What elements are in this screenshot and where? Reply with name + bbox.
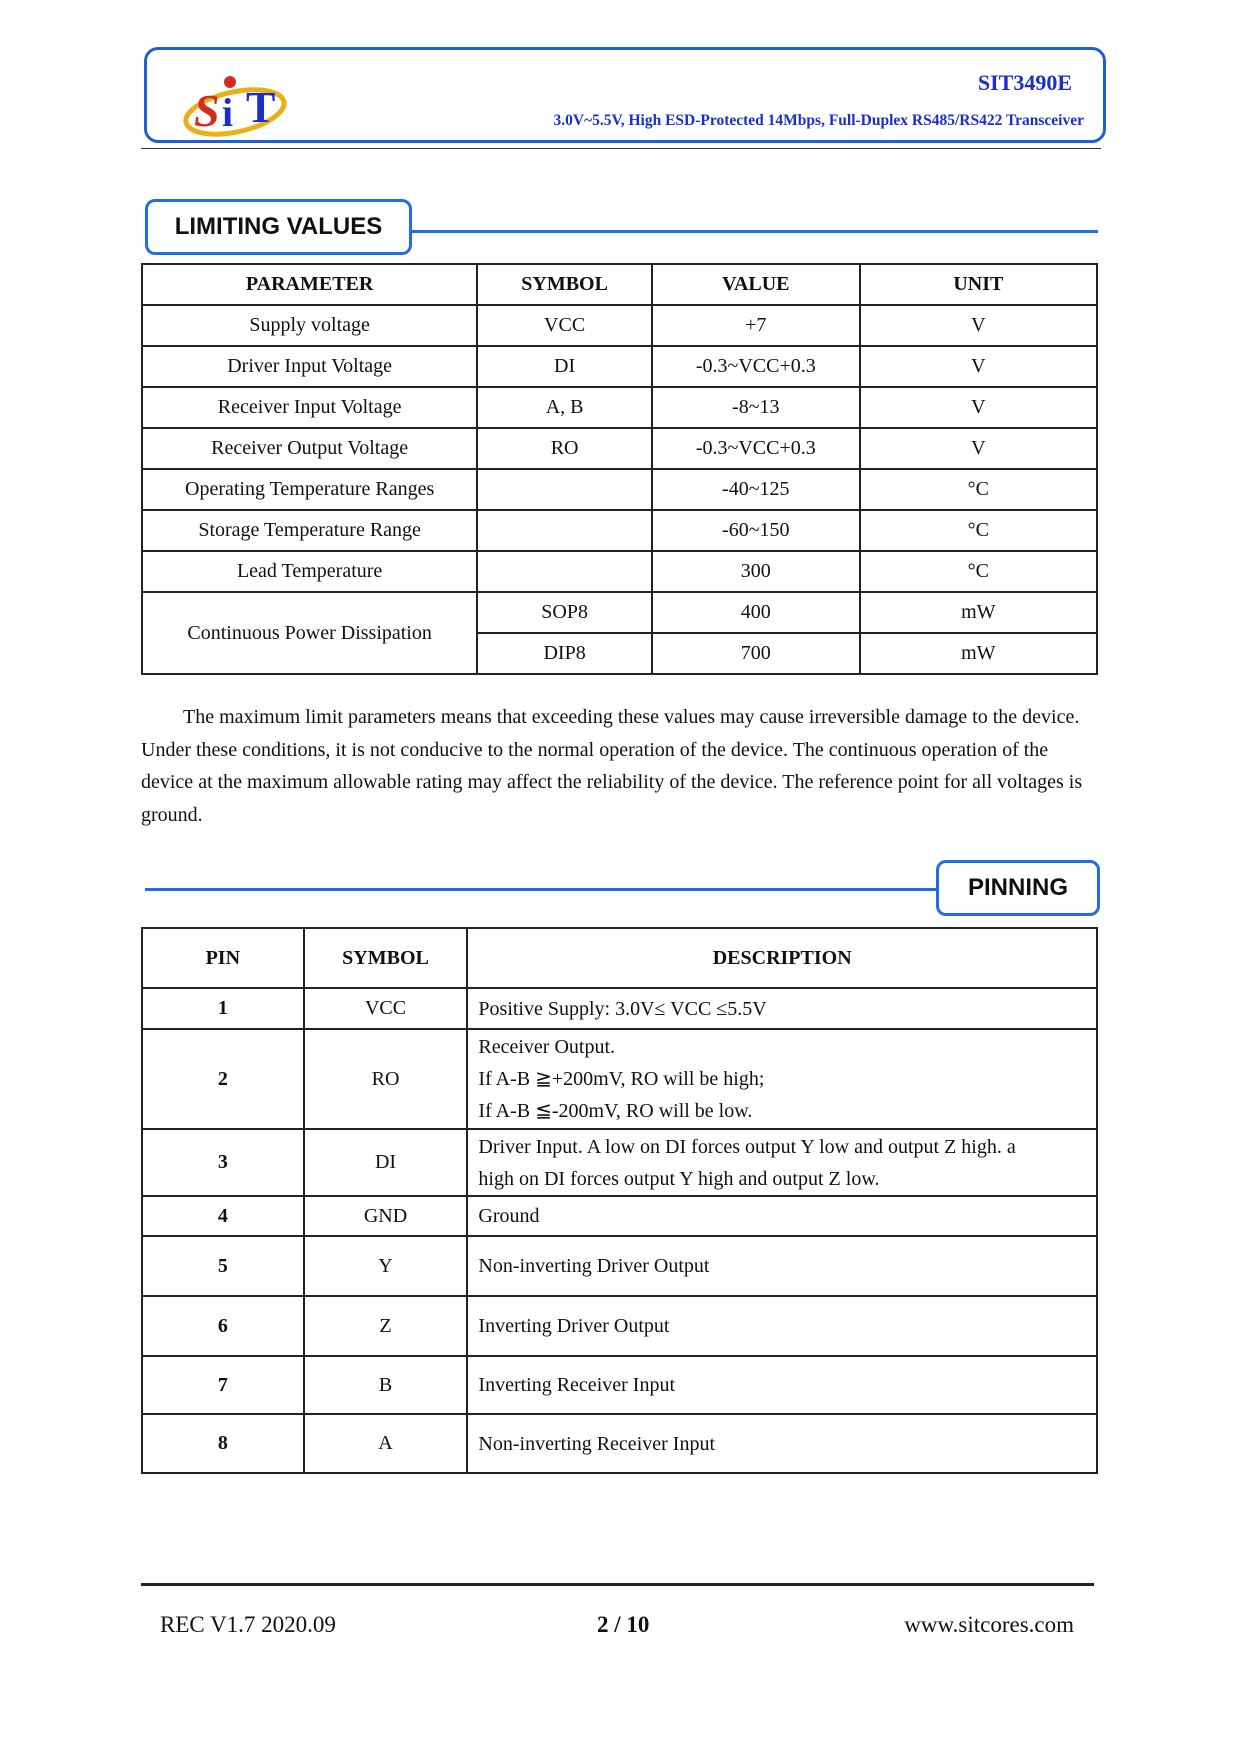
unit-cell: mW xyxy=(860,592,1097,633)
pinning-heading: PINNING xyxy=(936,860,1100,916)
table-row xyxy=(142,305,1097,346)
table-row xyxy=(142,1236,1097,1296)
table-row xyxy=(142,1356,1097,1414)
table-header-row xyxy=(142,928,1097,988)
document-subtitle: 3.0V~5.5V, High ESD-Protected 14Mbps, Full-Duplex RS485/RS422 Transceiver xyxy=(553,112,1084,129)
table-row xyxy=(142,1296,1097,1356)
website-link[interactable]: www.sitcores.com xyxy=(904,1612,1074,1637)
table-row xyxy=(142,428,1097,469)
value-cell: +7 xyxy=(652,305,860,346)
value-cell: -0.3~VCC+0.3 xyxy=(652,346,860,387)
table-row xyxy=(142,1029,1097,1129)
pin-description-cell xyxy=(467,1356,1097,1414)
value-cell: 700 xyxy=(652,633,860,674)
table-row xyxy=(142,1129,1097,1196)
limiting-values-note xyxy=(141,701,1098,831)
unit-cell: V xyxy=(860,428,1097,469)
pin-description-cell xyxy=(467,1296,1097,1356)
table-row xyxy=(142,469,1097,510)
pin-symbol-cell: VCC xyxy=(304,988,468,1029)
symbol-cell: DI xyxy=(477,346,652,387)
pin-symbol-cell: GND xyxy=(304,1196,468,1236)
value-cell: 300 xyxy=(652,551,860,592)
pin-description-cell xyxy=(467,1129,1097,1196)
description-line: If A-B ≧+200mV, RO will be high; xyxy=(478,1068,765,1090)
pin-symbol-cell: RO xyxy=(304,1029,468,1129)
value-cell: -8~13 xyxy=(652,387,860,428)
company-logo xyxy=(180,70,290,140)
unit-cell: °C xyxy=(860,469,1097,510)
symbol-cell: SOP8 xyxy=(477,592,652,633)
pin-symbol-cell: B xyxy=(304,1356,468,1414)
unit-cell: V xyxy=(860,387,1097,428)
description-line: Non-inverting Driver Output xyxy=(478,1255,710,1277)
parameter-cell: Receiver Output Voltage xyxy=(142,428,477,469)
value-cell: -60~150 xyxy=(652,510,860,551)
pin-description-cell xyxy=(467,988,1097,1029)
pin-number-cell: 4 xyxy=(142,1196,304,1236)
limiting-values-table xyxy=(141,263,1098,675)
symbol-cell: A, B xyxy=(477,387,652,428)
svg-text:i: i xyxy=(222,90,234,135)
description-line: Receiver Output. xyxy=(478,1036,616,1058)
column-header-description: DESCRIPTION xyxy=(467,928,1097,988)
pin-number-cell: 1 xyxy=(142,988,304,1029)
symbol-cell xyxy=(477,551,652,592)
value-cell: -0.3~VCC+0.3 xyxy=(652,428,860,469)
header-divider xyxy=(141,148,1101,149)
symbol-cell xyxy=(477,469,652,510)
limiting-values-rule xyxy=(412,230,1098,233)
table-row xyxy=(142,1196,1097,1236)
table-row xyxy=(142,592,1097,633)
description-line: Ground xyxy=(478,1205,540,1227)
pin-number-cell: 5 xyxy=(142,1236,304,1296)
description-line: Inverting Receiver Input xyxy=(478,1374,675,1396)
parameter-cell: Receiver Input Voltage xyxy=(142,387,477,428)
table-row xyxy=(142,510,1097,551)
table-row xyxy=(142,387,1097,428)
page-number: 2 / 10 xyxy=(597,1612,650,1637)
pin-description-cell xyxy=(467,1414,1097,1473)
symbol-cell: VCC xyxy=(477,305,652,346)
column-header-symbol: SYMBOL xyxy=(304,928,468,988)
value-cell: -40~125 xyxy=(652,469,860,510)
parameter-cell: Supply voltage xyxy=(142,305,477,346)
description-line: Driver Input. A low on DI forces output Y low and output Z high. a xyxy=(478,1135,1016,1158)
pin-description-cell xyxy=(467,1029,1097,1129)
pin-symbol-cell: Y xyxy=(304,1236,468,1296)
column-header-value: VALUE xyxy=(652,264,860,305)
note-text: The maximum limit parameters means that exceeding these values may cause irreversible damage to the device. Under these conditions, it is not conducive to the normal operation of the device. The continuous operation of the device at the maximum allowable rating may affect the reliability of the device. The reference point for all voltages is ground. xyxy=(141,706,1083,826)
unit-cell: °C xyxy=(860,510,1097,551)
document-title: SIT3490E xyxy=(977,70,1072,95)
table-row xyxy=(142,551,1097,592)
parameter-cell: Operating Temperature Ranges xyxy=(142,469,477,510)
unit-cell: mW xyxy=(860,633,1097,674)
svg-text:S: S xyxy=(194,85,220,136)
parameter-cell: Storage Temperature Range xyxy=(142,510,477,551)
table-row xyxy=(142,346,1097,387)
description-line: Positive Supply: 3.0V≤ VCC ≤5.5V xyxy=(478,997,767,1020)
pin-symbol-cell: A xyxy=(304,1414,468,1473)
table-row xyxy=(142,1414,1097,1473)
description-line: high on DI forces output Y high and output Z low. xyxy=(478,1167,880,1190)
pin-number-cell: 8 xyxy=(142,1414,304,1473)
unit-cell: °C xyxy=(860,551,1097,592)
pin-description-cell xyxy=(467,1236,1097,1296)
limiting-values-heading: LIMITING VALUES xyxy=(145,199,412,255)
parameter-cell: Driver Input Voltage xyxy=(142,346,477,387)
revision-label: REC V1.7 2020.09 xyxy=(160,1612,336,1637)
column-header-parameter: PARAMETER xyxy=(142,264,477,305)
unit-cell: V xyxy=(860,346,1097,387)
pin-number-cell: 7 xyxy=(142,1356,304,1414)
symbol-cell xyxy=(477,510,652,551)
description-line: Inverting Driver Output xyxy=(478,1315,670,1337)
pin-symbol-cell: DI xyxy=(304,1129,468,1196)
value-cell: 400 xyxy=(652,592,860,633)
symbol-cell: RO xyxy=(477,428,652,469)
description-line: Non-inverting Receiver Input xyxy=(478,1432,715,1455)
description-line: If A-B ≦-200mV, RO will be low. xyxy=(478,1100,753,1122)
pin-description-cell xyxy=(467,1196,1097,1236)
column-header-symbol: SYMBOL xyxy=(477,264,652,305)
pin-number-cell: 6 xyxy=(142,1296,304,1356)
column-header-pin: PIN xyxy=(142,928,304,988)
parameter-cell: Continuous Power Dissipation xyxy=(142,592,477,674)
unit-cell: V xyxy=(860,305,1097,346)
table-header-row xyxy=(142,264,1097,305)
pin-number-cell: 2 xyxy=(142,1029,304,1129)
symbol-cell: DIP8 xyxy=(477,633,652,674)
column-header-unit: UNIT xyxy=(860,264,1097,305)
pin-symbol-cell: Z xyxy=(304,1296,468,1356)
parameter-cell: Lead Temperature xyxy=(142,551,477,592)
svg-text:T: T xyxy=(246,83,276,132)
pinning-table xyxy=(141,927,1098,1474)
footer-divider xyxy=(141,1583,1094,1586)
pin-number-cell: 3 xyxy=(142,1129,304,1196)
pinning-rule xyxy=(145,888,939,891)
table-row xyxy=(142,988,1097,1029)
